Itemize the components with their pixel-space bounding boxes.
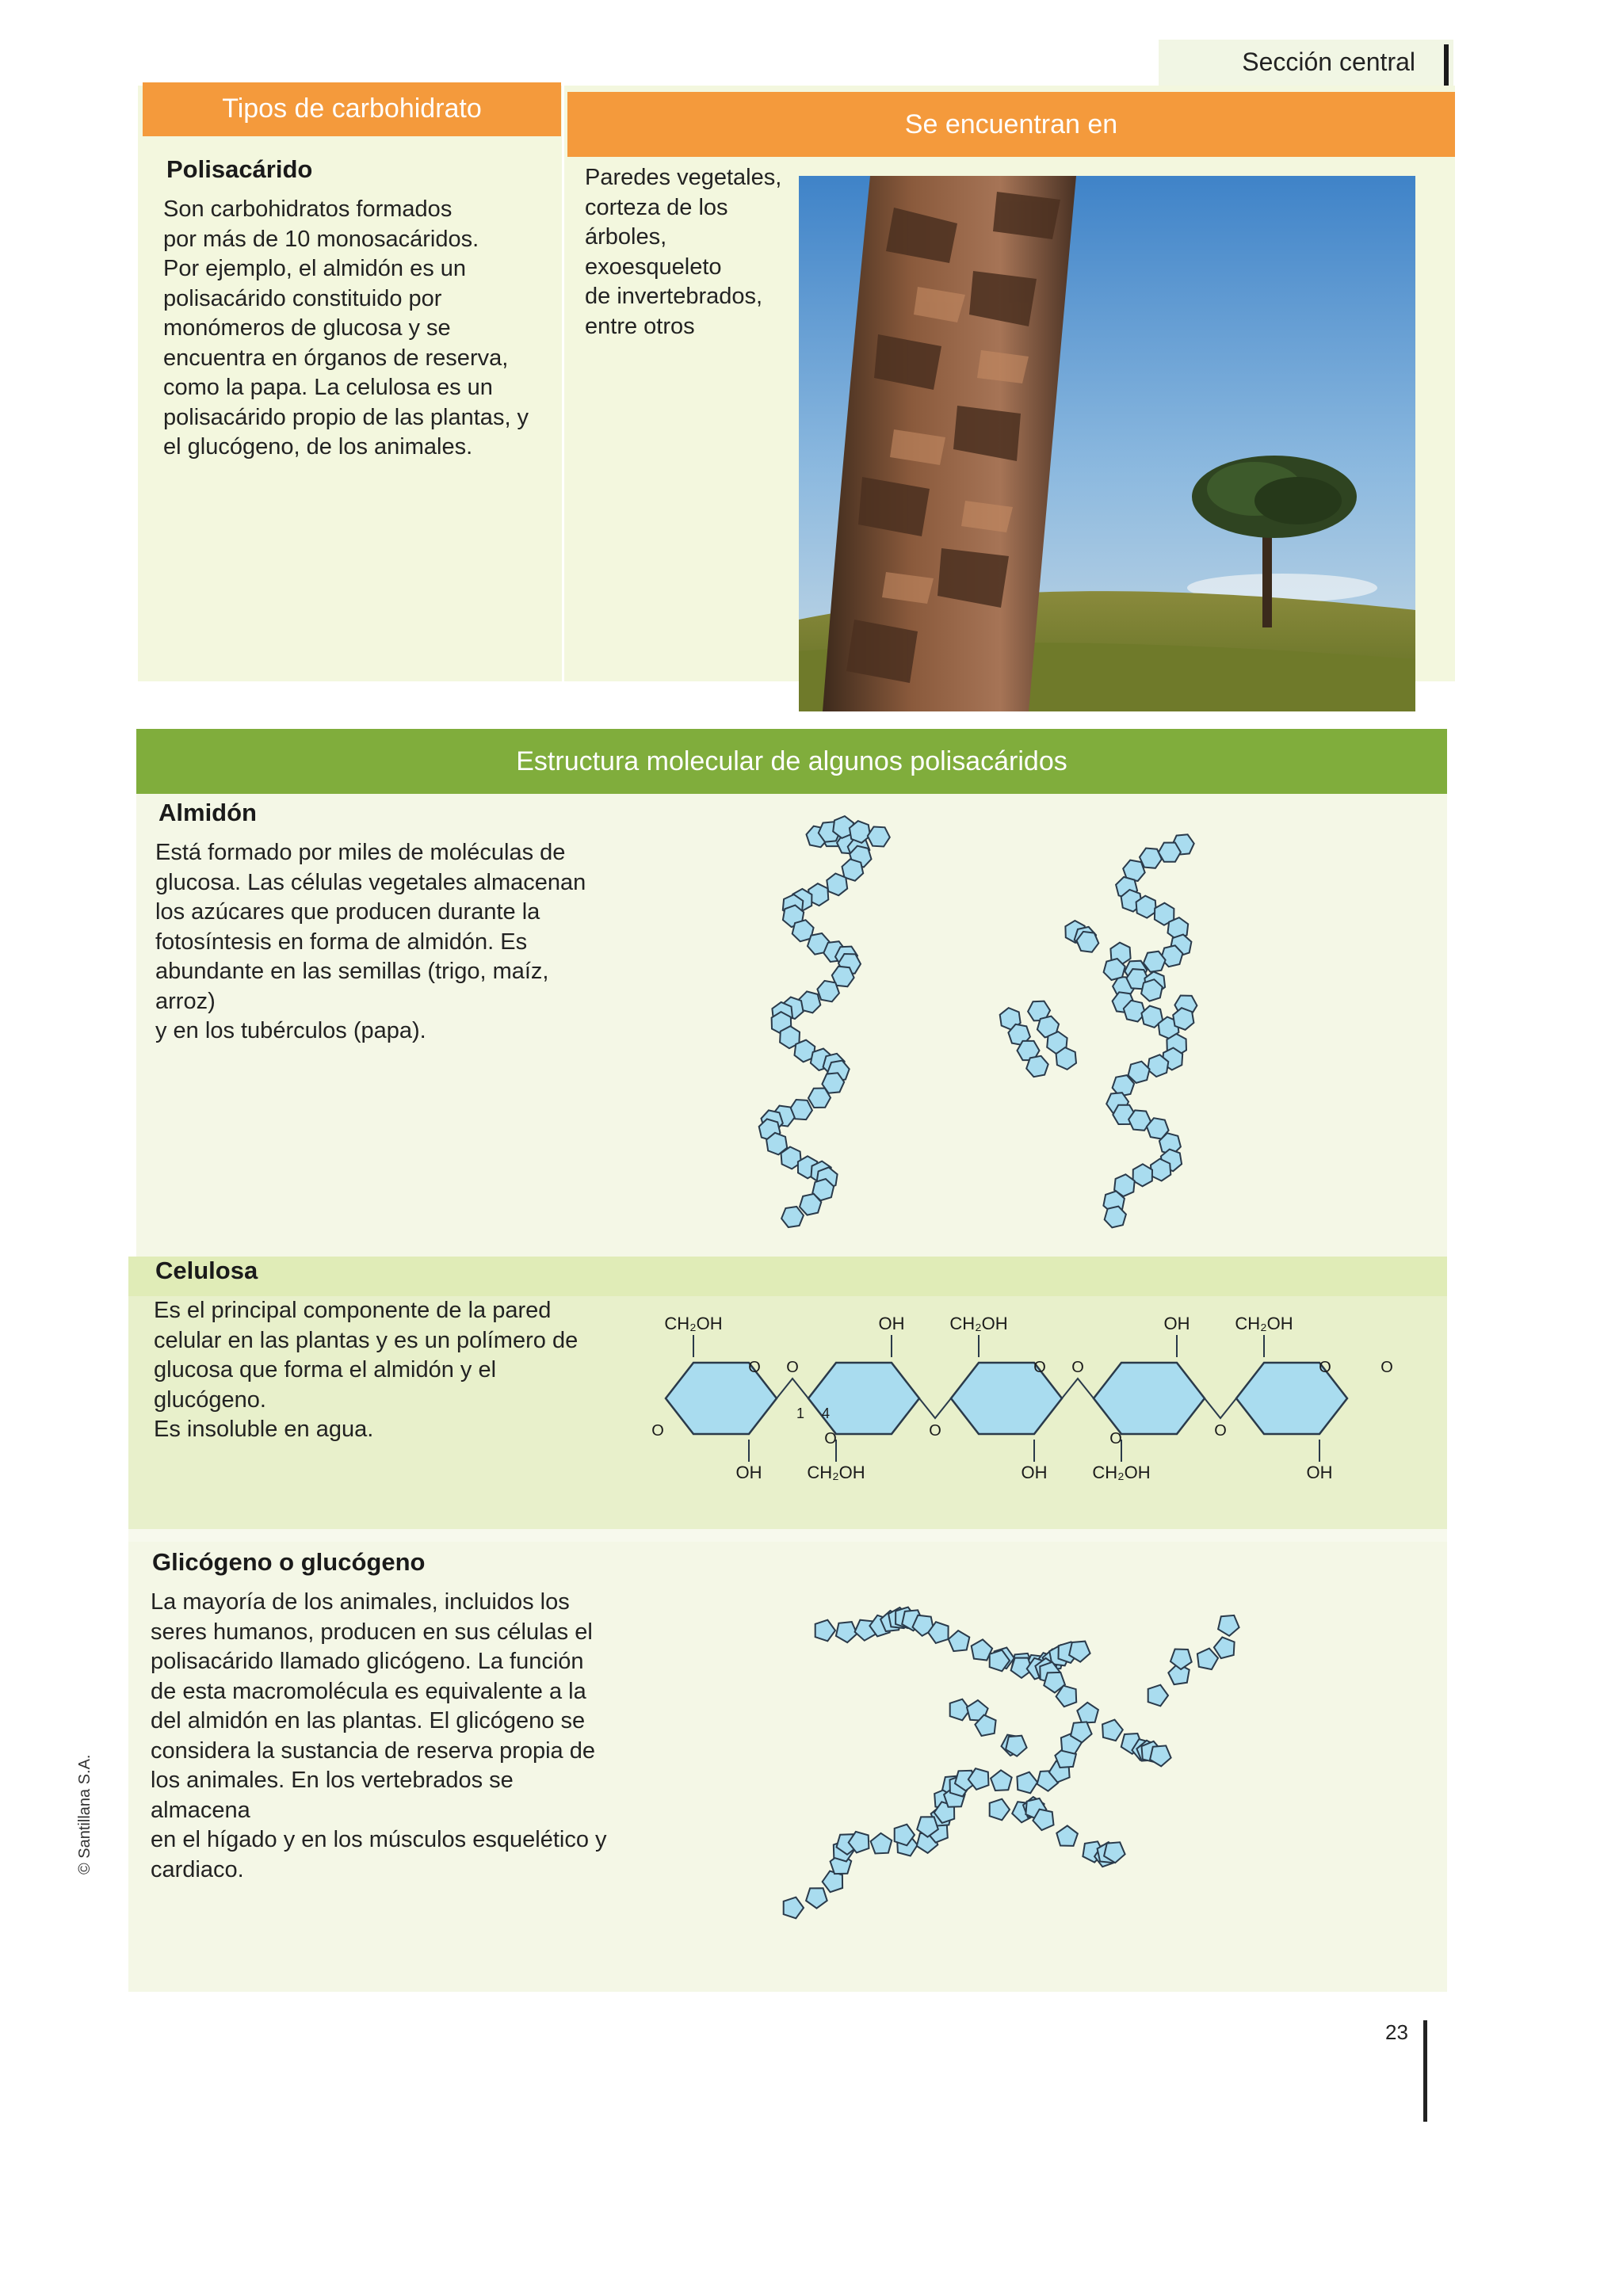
table-header-found-in-label: Se encuentran en bbox=[904, 109, 1118, 139]
glucose-hexagon bbox=[1094, 1363, 1205, 1434]
glucose-ring bbox=[817, 981, 839, 1001]
glucose-ring bbox=[871, 1833, 892, 1854]
glycosidic-oxygen-label: O bbox=[1214, 1422, 1227, 1440]
glycosidic-bond bbox=[1062, 1379, 1094, 1398]
glycosidic-oxygen-label: O bbox=[786, 1359, 799, 1376]
top-substituent-label: CH₂OH bbox=[949, 1314, 1008, 1333]
bottom-substituent-label: CH₂OH bbox=[1092, 1463, 1151, 1482]
glucose-ring bbox=[949, 1630, 970, 1651]
top-substituent-label: OH bbox=[878, 1314, 905, 1333]
glucose-ring bbox=[1150, 1745, 1171, 1766]
glucose-ring bbox=[784, 1897, 804, 1919]
top-substituent-label: CH₂OH bbox=[1235, 1314, 1293, 1333]
glycosidic-oxygen-label: O bbox=[929, 1422, 941, 1440]
glucogeno-description: La mayoría de los animales, incluidos los seres humanos, producen en sus células el polisacárido llamado glicógeno. La función de esta macromolécula es equivalente a la del almidón en las plantas. El glicógeno se considera la sustancia de reserva propia de los animales. En los vertebrados se almacena en el hígado y en los músculos esquelético y cardiaco. bbox=[151, 1589, 607, 1882]
bottom-substituent-label: OH bbox=[1021, 1463, 1048, 1482]
ring-oxygen-label: O bbox=[748, 1359, 761, 1376]
structure-section-title: Estructura molecular de algunos polisacáridos bbox=[516, 746, 1067, 776]
glucose-ring bbox=[808, 1089, 831, 1108]
almidon-description: Está formado por miles de moléculas de glucosa. Las células vegetales almacenan los azúcares que producen durante la fotosíntesis en forma de almidón. Es abundante en las semillas (trigo, maíz, arroz) y en los tubérculos (papa). bbox=[155, 840, 586, 1043]
glucogeno-title: Glicógeno o glucógeno bbox=[152, 1548, 426, 1576]
section-tag bbox=[1159, 40, 1453, 86]
section-tag-label: Sección central bbox=[1242, 48, 1415, 76]
table-header-found-in bbox=[567, 92, 1455, 157]
bottom-substituent-label: OH bbox=[1306, 1463, 1333, 1482]
glucose-ring bbox=[1170, 1650, 1192, 1670]
chain-end-oxygen-label: O bbox=[1381, 1359, 1393, 1376]
tree-bark-illustration bbox=[799, 176, 1415, 711]
page-number: 23 bbox=[1385, 2020, 1408, 2044]
ring-oxygen-label: O bbox=[1109, 1430, 1122, 1447]
almidon-chain-diagram bbox=[713, 800, 1395, 1252]
celulosa-description: Es el principal componente de la pared celular en las plantas y es un polímero de glucosa que forma el almidón y el glucógeno. Es insoluble en agua. bbox=[154, 1298, 579, 1442]
glucose-ring bbox=[1218, 1615, 1239, 1636]
glucose-ring bbox=[1148, 1685, 1168, 1707]
section-marker-bar bbox=[1444, 44, 1449, 89]
glucose-ring bbox=[827, 874, 847, 896]
bottom-substituent-label: CH₂OH bbox=[807, 1463, 865, 1482]
carbon-number-label: 4 bbox=[821, 1405, 831, 1421]
table-header-types bbox=[143, 82, 561, 136]
table-header-types-label: Tipos de carbohidrato bbox=[222, 93, 482, 124]
glycosidic-bond bbox=[1205, 1398, 1236, 1418]
polisacarido-description: Son carbohidratos formados por más de 10 monosacáridos. Por ejemplo, el almidón es un polisacárido constituido por monómeros de glucosa y se encuentra en órganos de reserva, como la papa. La celulosa es un polisacárido propio de las plantas, y el glucógeno, de los animales. bbox=[163, 196, 529, 460]
ring-oxygen-label: O bbox=[824, 1430, 837, 1447]
row-separator bbox=[128, 1529, 1447, 1542]
chain-start-oxygen-label: O bbox=[651, 1422, 664, 1440]
ring-oxygen-label: O bbox=[1319, 1359, 1331, 1376]
celulosa-structural-formula bbox=[650, 1299, 1411, 1497]
copyright-notice: © Santillana S.A. bbox=[76, 1754, 94, 1875]
glucose-ring bbox=[1151, 1159, 1170, 1181]
glucose-ring bbox=[1056, 1825, 1078, 1846]
bottom-substituent-label: OH bbox=[735, 1463, 762, 1482]
carbon-number-label: 1 bbox=[796, 1405, 805, 1421]
glucose-ring bbox=[1136, 896, 1156, 918]
glucose-ring bbox=[815, 1620, 835, 1642]
glycosidic-bond bbox=[919, 1398, 951, 1418]
tree-bark-photo bbox=[799, 176, 1415, 711]
glucose-ring bbox=[1197, 1649, 1218, 1670]
glycosidic-oxygen-label: O bbox=[1071, 1359, 1084, 1376]
glucose-ring bbox=[781, 1207, 804, 1227]
glucose-ring bbox=[990, 1799, 1010, 1821]
glucose-ring bbox=[991, 1770, 1012, 1791]
almidon-title: Almidón bbox=[158, 799, 257, 826]
glucose-ring bbox=[1173, 1008, 1193, 1030]
celulosa-title: Celulosa bbox=[155, 1257, 258, 1284]
top-substituent-label: OH bbox=[1163, 1314, 1190, 1333]
glucose-ring bbox=[1077, 1703, 1098, 1723]
table-column-divider bbox=[562, 86, 564, 681]
glycosidic-bond bbox=[777, 1379, 808, 1398]
structure-section-header bbox=[136, 729, 1447, 794]
glucose-ring bbox=[1214, 1638, 1235, 1659]
glucose-ring bbox=[1026, 1056, 1048, 1077]
glucose-hexagon bbox=[808, 1363, 919, 1434]
glucose-ring bbox=[1133, 1164, 1152, 1186]
found-in-description: Paredes vegetales, corteza de los árboles, exoesqueleto de invertebrados, entre otros bbox=[585, 165, 782, 339]
glucose-ring bbox=[868, 827, 890, 847]
polisacarido-title: Polisacárido bbox=[166, 155, 313, 183]
page-number-bar bbox=[1423, 2020, 1427, 2122]
top-substituent-label: CH₂OH bbox=[664, 1314, 723, 1333]
glucose-ring bbox=[1102, 1720, 1123, 1741]
ring-oxygen-label: O bbox=[1033, 1359, 1046, 1376]
glucogeno-branch-diagram bbox=[761, 1561, 1316, 1957]
glucose-ring bbox=[836, 1622, 857, 1642]
glucose-ring bbox=[1017, 1772, 1037, 1794]
glucose-ring bbox=[806, 1888, 827, 1908]
glucose-ring bbox=[1056, 1047, 1076, 1070]
celulosa-row-highlight bbox=[128, 1257, 1447, 1296]
